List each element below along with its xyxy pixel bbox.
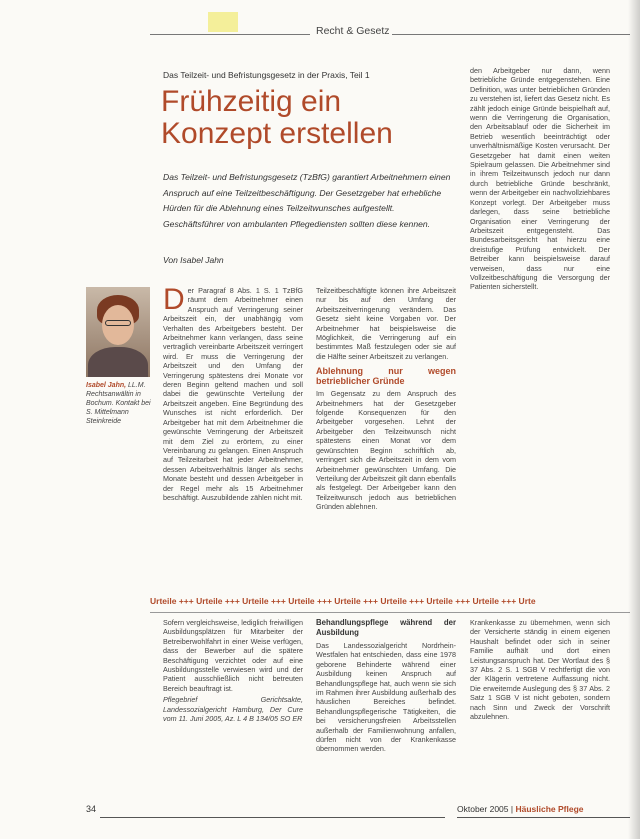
section-rule-left <box>150 34 310 35</box>
drop-cap: D <box>163 286 185 316</box>
urteile-column-3-text: Krankenkasse zu übernehmen, wenn sich der Versicherte ständig in einem eigenen Haushalt befindet oder sich in seiner Familie aufhält und dort einen Leistungsanspruch hat. Der Wortlaut des § 37 Abs. 2 S. 1 SGB V rechtfertigt die von der Klägerin vertretene Auffassung nicht. Die erweiternde Auslegung des § 37 Abs. 2 Satz 1 SGB V ist nicht geboten, sondern nach Sinn und Zweck der Vorschrift abzulehnen. <box>470 618 610 722</box>
photo-shoulders <box>88 347 148 377</box>
section-label: Recht & Gesetz <box>316 25 390 37</box>
headline-line2: Konzept erstellen <box>161 117 393 150</box>
headline-line1: Frühzeitig ein <box>161 85 342 118</box>
footer-rule-left <box>100 817 445 818</box>
footer-separator: | <box>510 804 516 814</box>
urteile-column-1 <box>163 618 303 798</box>
article-byline: Von Isabel Jahn <box>163 255 224 265</box>
article-column-1 <box>163 286 303 586</box>
footer-issue <box>457 804 584 814</box>
urteile-column-1-ref: Pflegebrief Gerichtsakte, Landessozialgericht Hamburg, Der Cure vom 11. Juni 2005, Az. L 4 B 134/05 SO ER <box>163 695 303 724</box>
article-lead: Das Teilzeit- und Befristungsgesetz (TzBfG) garantiert Arbeitnehmern einen Anspruch auf eine Teilzeitbeschäftigung. Der Gesetzgeber hat erhebliche Hürden für die Ablehnung eines Teilzeitwunsches aufgestellt. Geschäftsführer von ambulanten Pflegediensten sollten diese kennen. <box>163 172 451 229</box>
footer-issue-date: Oktober 2005 <box>457 804 509 814</box>
urteile-column-3 <box>470 618 610 798</box>
column-2-text-2: Im Gegensatz zu dem Anspruch des Arbeitnehmers hat der Gesetzgeber folgende Konsequenzen für den Arbeitgeber vorgesehen. Lehnt der Arbeitgeber den Teilzeitwunsch nicht spätestens einen Monat vor dem gewünschten Beginn schriftlich ab, verringert sich die Arbeitszeit in dem vom Arbeitnehmer gewünschten Umfang. Die Verteilung der Arbeitszeit gilt dann ebenfalls als festgelegt. Der Arbeitgeber kann den Teilzeitwunsch jedoch aus betrieblichen Gründen ablehnen. <box>316 389 456 512</box>
column-1-text: er Paragraf 8 Abs. 1 S. 1 TzBfG räumt dem Arbeitnehmer einen Anspruch auf Verringerung seiner Arbeitszeit ein, der unabhängig vom Verhalten des Arbeitgebers besteht. Der Arbeitnehmer kann verlangen, dass seine vertraglich vereinbarte Arbeitszeit verringert wird. Er muss die Verringerung der Arbeitszeit und den Umfang der Verringerung spätestens drei Monate vor deren Beginn geltend machen und soll dabei die gewünschte Verteilung der Arbeitszeit angeben. Eine Begründung des Wunsches ist nicht erforderlich. Der Arbeitgeber hat mit dem Arbeitnehmer die gewünschte Verringerung der Arbeitszeit mit dem Ziel zu erörtern, zu einer Vereinbarung zu gelangen. Einen Anspruch auf Teilzeitarbeit hat jeder Arbeitnehmer, dessen Arbeitsverhältnis länger als sechs Monate besteht und dessen Arbeitgeber in der Regel mehr als 15 Arbeitnehmer beschäftigt. Auszubildende zählen nicht mit. <box>163 286 303 502</box>
article-headline <box>161 86 393 150</box>
urteile-column-2-subhead: Behandlungspflege während der Ausbildung <box>316 618 456 637</box>
column-3-text: den Arbeitgeber nur dann, wenn betriebliche Gründe entgegenstehen. Eine Definition, was unter betrieblichen Gründen zu verstehen ist, liefert das Gesetz nicht. Es zählt jedoch einige Gründe beispielhaft auf, wenn die Verringerung die Organisation, den Arbeitsablauf oder die Sicherheit im Betrieb wesentlich beeinträchtigt oder unverhältnismäßige Kosten verursacht. Der Gesetzgeber hat damit einen weiten Spielraum gelassen. Die Arbeitnehmer sind in ihrem Teilzeitwunsch jedoch nur dann durch betriebliche Gründe beschränkt, wenn der Arbeitgeber ein nachvollziehbares Konzept vorlegt. Der Arbeitgeber muss darlegen, dass seine betriebliche Organisation einer Verringerung der Arbeitszeit entgegensteht. Das Bundesarbeitsgericht hat hierzu eine dreistufige Prüfung entwickelt. Der Betreiber kann beispielsweise darauf verweisen, dass nur eine Vollzeitbeschäftigung die Versorgung der Patienten sicherstellt. <box>470 66 610 292</box>
color-tab <box>208 12 238 32</box>
section-rule-right <box>392 34 630 35</box>
urteile-rule <box>150 612 630 613</box>
column-2-text: Teilzeitbeschäftigte können ihre Arbeitszeit nur bis auf den Umfang der Arbeitszeitverringerung verändern. Das Gesetz sieht keine Vorgaben vor. Der Arbeitnehmer hat beispielsweise die Möglichkeit, die Verringerung auf ein bestimmtes Maß festzulegen oder sie auf die Hälfte seiner Arbeitszeit zu verlangen. <box>316 286 456 361</box>
urteile-column-1-text: Sofern vergleichsweise, lediglich freiwilligen Ausbildungsplätzen für Mitarbeiter der Betreiberwohlfahrt in einer Weise verfügen, dass der Bewerber auf die spätere Beschäftigung verzichtet oder auf eine Ausbildungsstelle verwiesen wird und der Patient ausschließlich nicht betreuten Bereich beauftragt ist. <box>163 618 303 693</box>
photo-glasses <box>105 320 131 326</box>
page-shadow <box>628 0 640 839</box>
footer-magazine: Häusliche Pflege <box>515 804 584 814</box>
author-bio: LL.M. Rechtsanwältin in Bochum. Kontakt bei S. Mittelmann Steinkreide <box>86 382 151 425</box>
footer-rule-right <box>457 817 630 818</box>
urteile-column-2-text: Das Landessozialgericht Nordrhein-Westfalen hat entschieden, dass eine 1978 geborene Behinderte während einer Ausbildung keinen Anspruch auf Behandlungspflege hat, auch wenn sie sich im Rahmen ihrer Ausbildung außerhalb des häuslichen Bereiches befindet. Behandlungspflegerische Tätigkeiten, die bei versicherungsfreien Arbeitsstellen außerhalb der Familienwohnung anfallen, dürfen nicht von der Krankenkasse übernommen werden. <box>316 641 456 754</box>
author-caption <box>86 381 152 426</box>
article-column-3 <box>470 66 610 586</box>
column-2-subhead: Ablehnung nur wegen betrieblicher Gründe <box>316 366 456 387</box>
article-column-2 <box>316 286 456 586</box>
author-photo <box>86 287 150 377</box>
urteile-column-2 <box>316 618 456 798</box>
article-kicker: Das Teilzeit- und Befristungsgesetz in der Praxis, Teil 1 <box>163 70 370 80</box>
page-number: 34 <box>86 804 97 814</box>
author-name: Isabel Jahn, <box>86 382 127 389</box>
urteile-banner: Urteile +++ Urteile +++ Urteile +++ Urteile +++ Urteile +++ Urteile +++ Urteile +++ Urteile +++ Urte <box>150 596 536 606</box>
